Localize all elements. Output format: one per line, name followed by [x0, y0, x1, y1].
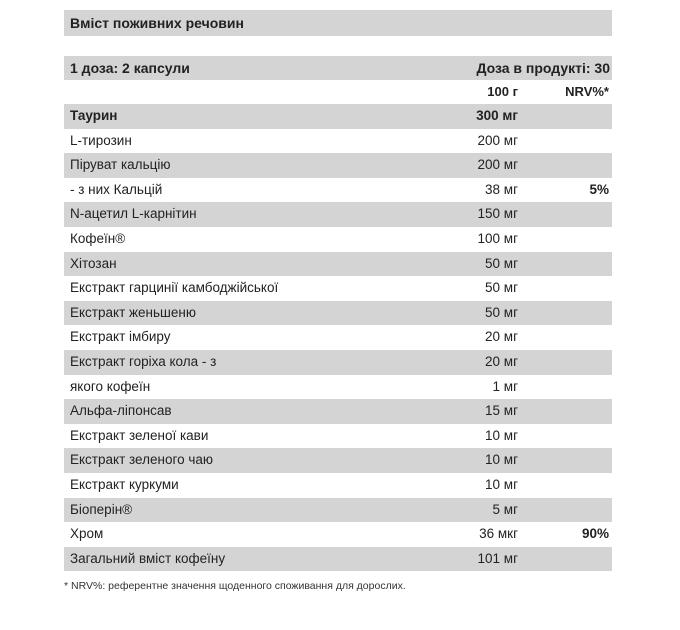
table-row: [64, 448, 612, 473]
nrv-column-cell: [542, 276, 612, 301]
footnote: * NRV%: референтне значення щоденного споживання для дорослих.: [64, 580, 406, 592]
nrv-column-cell: [542, 104, 612, 129]
nutrient-name: Хітозан: [70, 255, 117, 271]
table-row: [64, 252, 612, 277]
nutrient-amount: 200 мг: [477, 157, 518, 173]
table-title: Вміст поживних речовин: [64, 10, 612, 36]
nrv-column-cell: [542, 448, 612, 473]
nrv-column-cell: [542, 375, 612, 400]
nutrient-name: N-ацетил L-карнітин: [70, 206, 197, 222]
table-row: [64, 178, 612, 203]
nrv-column-cell: [542, 350, 612, 375]
nutrient-amount: 101 мг: [477, 550, 518, 566]
nutrient-amount: 20 мг: [485, 353, 518, 369]
table-row: [64, 522, 612, 547]
nutrient-amount: 5 мг: [492, 501, 518, 517]
nrv-column-cell: [542, 129, 612, 154]
nutrient-name: - з них Кальцій: [70, 181, 163, 197]
table-row: [64, 325, 612, 350]
nutrient-amount: 50 мг: [485, 255, 518, 271]
nutrient-amount: 1 мг: [492, 378, 518, 394]
nutrient-amount: 150 мг: [477, 206, 518, 222]
nutrient-amount: 100 мг: [477, 230, 518, 246]
nutrient-amount: 50 мг: [485, 280, 518, 296]
table-row: [64, 498, 612, 523]
nutrient-amount: 38 мг: [485, 181, 518, 197]
nutrient-amount: 200 мг: [477, 132, 518, 148]
nutrient-name: Загальний вміст кофеїну: [70, 550, 226, 566]
nutrient-amount: 300 мг: [476, 108, 518, 123]
nutrition-table: [64, 10, 612, 571]
nrv-column-cell: [542, 252, 612, 277]
nutrient-name: Таурин: [70, 108, 118, 123]
servings-per-container: Доза в продукті: 30: [476, 60, 610, 76]
table-row: [64, 547, 612, 572]
nutrient-name: Екстракт горіха кола - з: [70, 353, 217, 369]
nutrient-name: Екстракт зеленої кави: [70, 427, 209, 443]
nrv-column-cell: [542, 424, 612, 449]
nutrient-name: Біоперін®: [70, 501, 133, 517]
serving-row: [64, 56, 612, 80]
table-row: [64, 202, 612, 227]
nutrient-amount: 10 мг: [485, 452, 518, 468]
nrv-column-cell: [542, 153, 612, 178]
nrv-column-cell: [542, 301, 612, 326]
table-row: [64, 375, 612, 400]
table-row: [64, 276, 612, 301]
nutrient-amount: 20 мг: [485, 329, 518, 345]
nutrient-rows: [64, 104, 612, 571]
nutrient-name: якого кофеїн: [70, 378, 151, 394]
nutrient-name: Екстракт куркуми: [70, 476, 179, 492]
nutrient-name: Екстракт зеленого чаю: [70, 452, 214, 468]
serving-size: 1 доза: 2 капсули: [70, 60, 190, 76]
table-row: [64, 301, 612, 326]
nutrient-name: Кофеїн®: [70, 230, 126, 246]
nrv-column-cell: [542, 227, 612, 252]
nutrient-amount: 10 мг: [485, 427, 518, 443]
nrv-column-cell: [542, 202, 612, 227]
nutrient-amount: 36 мкг: [479, 526, 518, 542]
table-row: [64, 424, 612, 449]
nutrient-name: L-тирозин: [70, 132, 132, 148]
nrv-column-cell: [542, 473, 612, 498]
nutrient-nrv: 5%: [589, 181, 609, 197]
nutrient-name: Екстракт женьшеню: [70, 304, 196, 320]
column-header-row: [64, 80, 612, 104]
nutrient-name: Хром: [70, 526, 104, 542]
nrv-column-cell: [542, 498, 612, 523]
nutrient-amount: 10 мг: [485, 476, 518, 492]
table-row: [64, 399, 612, 424]
nutrient-name: Альфа-ліпонсав: [70, 403, 172, 419]
nrv-column-cell: [542, 399, 612, 424]
nutrient-name: Екстракт імбиру: [70, 329, 171, 345]
nutrient-amount: 50 мг: [485, 304, 518, 320]
amount-column-header: 100 г: [487, 84, 518, 99]
table-row: [64, 153, 612, 178]
table-row: [64, 473, 612, 498]
table-row: [64, 104, 612, 129]
nutrient-amount: 15 мг: [485, 403, 518, 419]
nutrient-name: Піруват кальцію: [70, 157, 171, 173]
table-row: [64, 350, 612, 375]
table-row: [64, 227, 612, 252]
nrv-column-header: NRV%*: [565, 84, 609, 99]
nutrient-name: Екстракт гарцинії камбоджійської: [70, 280, 279, 296]
table-row: [64, 129, 612, 154]
nrv-column-cell: [542, 325, 612, 350]
nutrient-nrv: 90%: [581, 526, 609, 542]
nrv-column-cell: [542, 547, 612, 572]
